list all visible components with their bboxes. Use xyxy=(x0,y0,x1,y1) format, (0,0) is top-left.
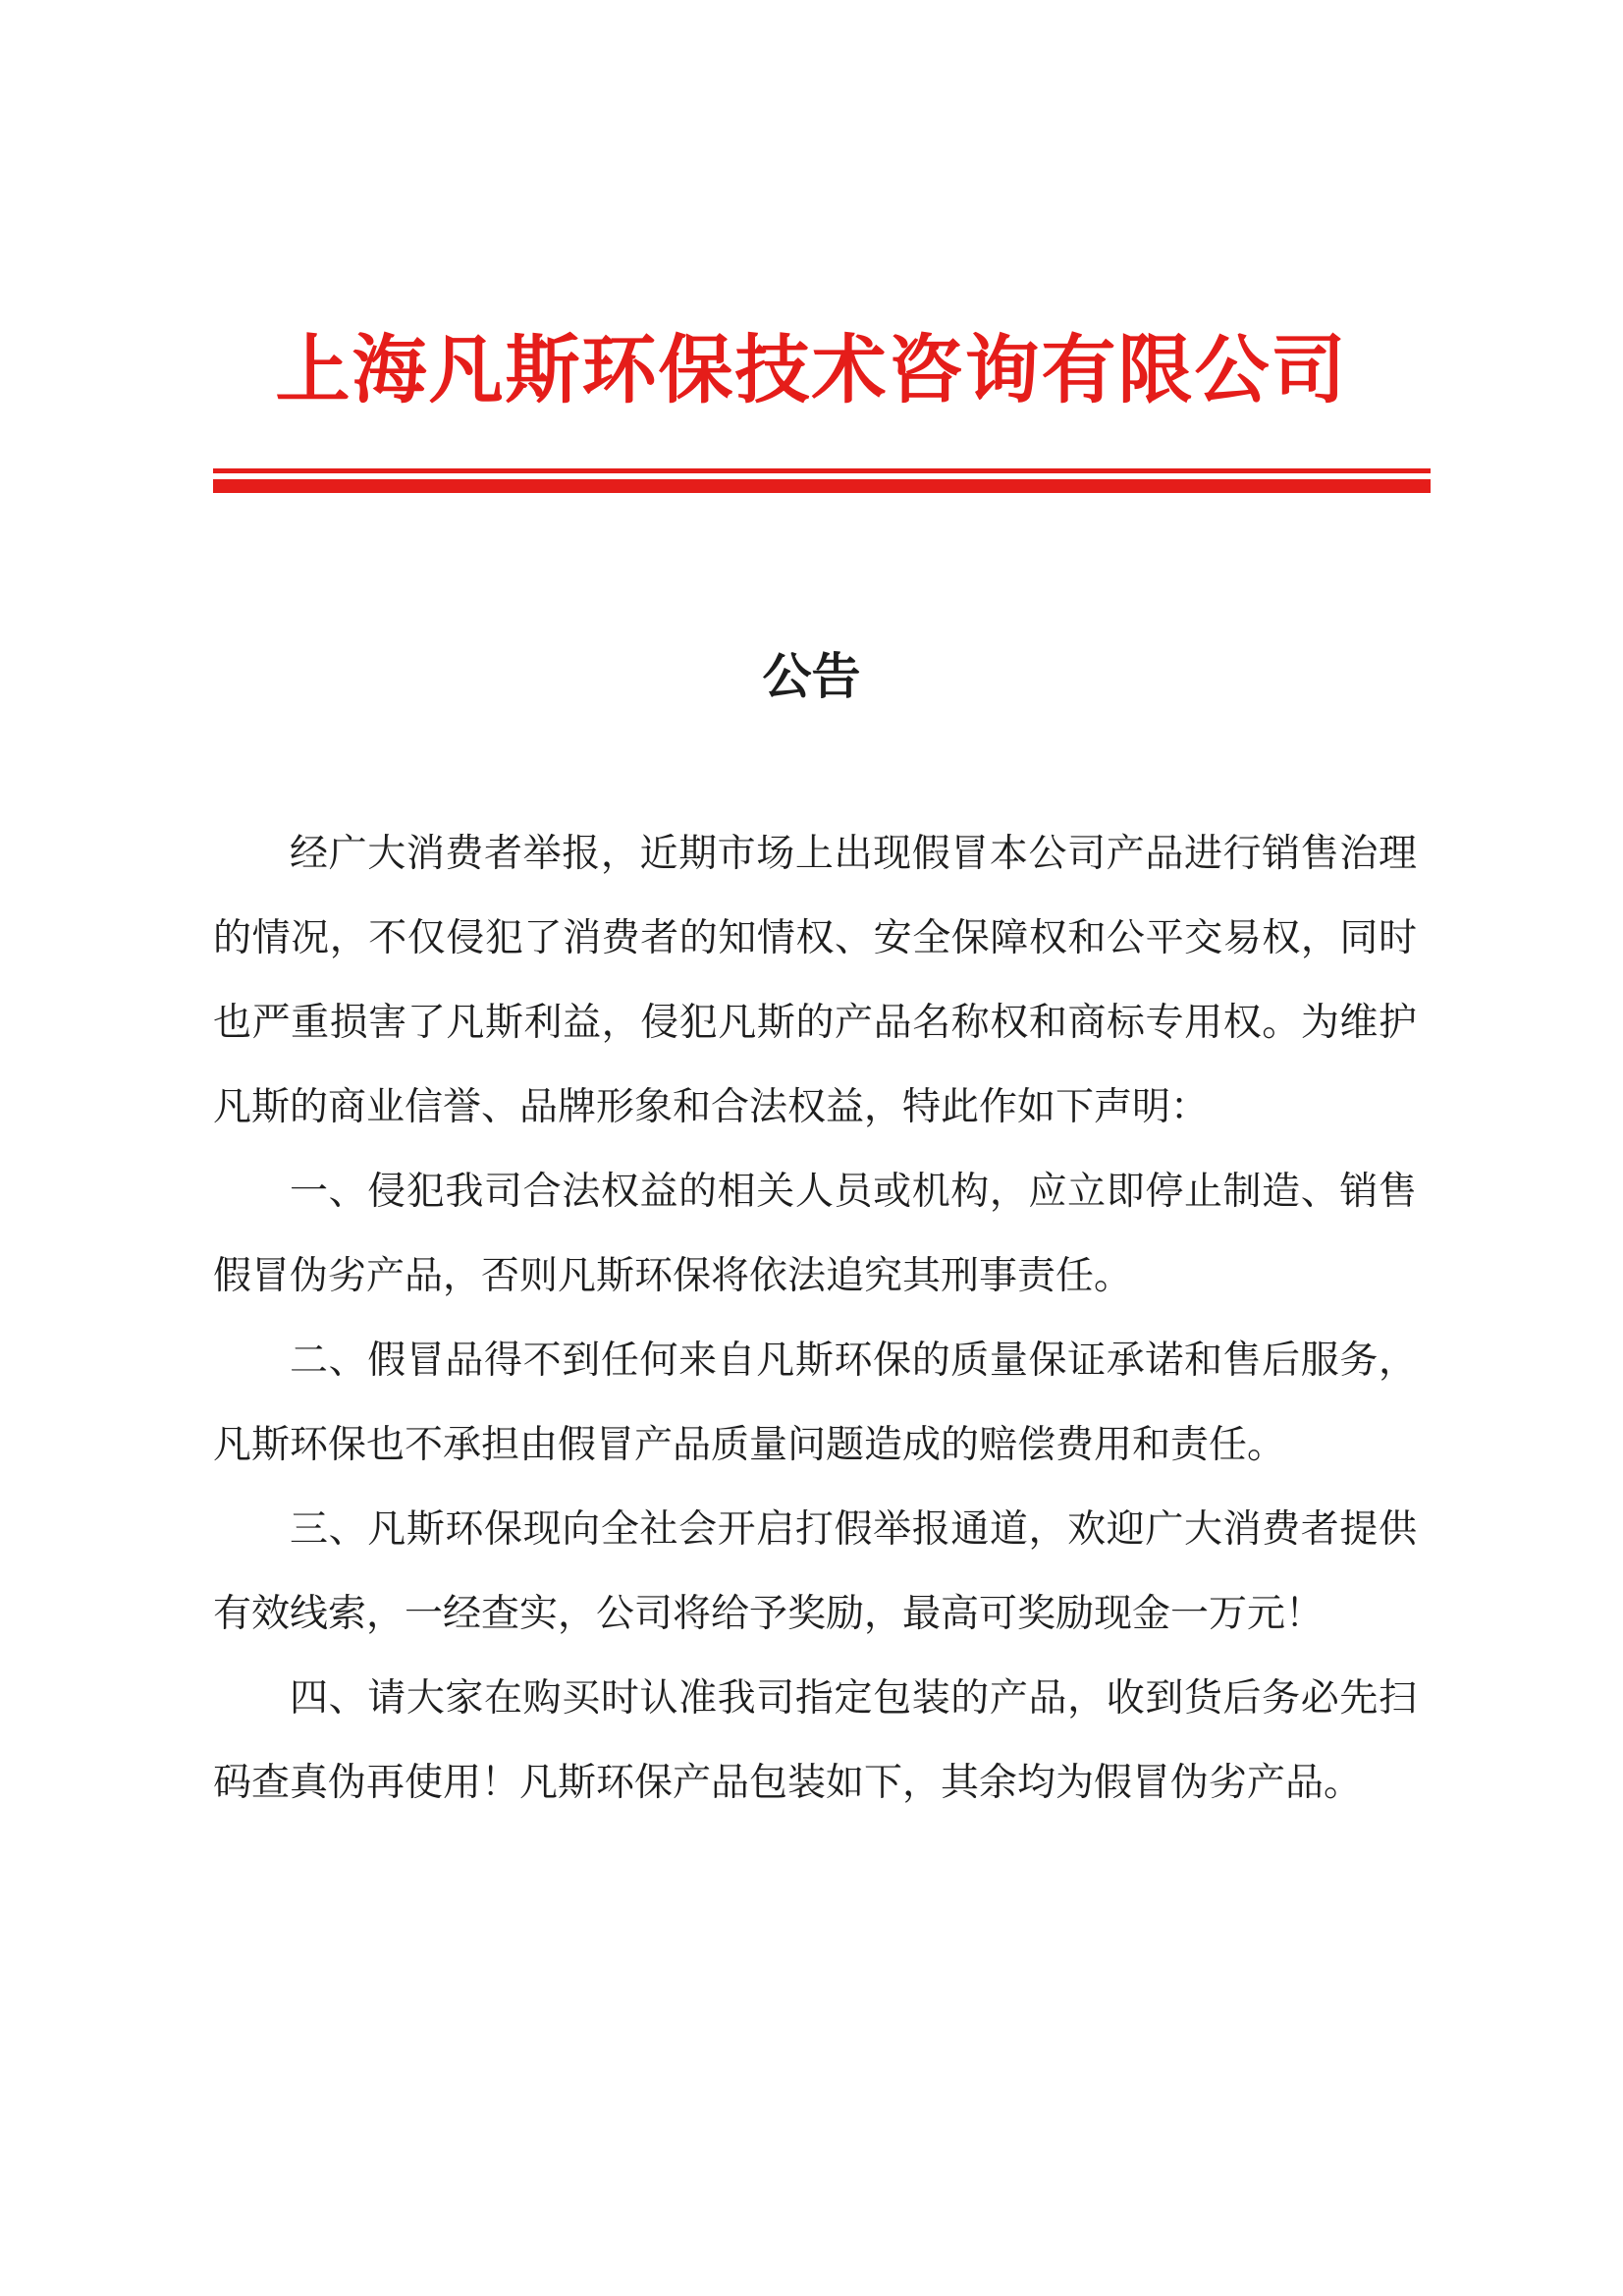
paragraph-item-1: 一、侵犯我司合法权益的相关人员或机构，应立即停止制造、销售假冒伪劣产品，否则凡斯环保将依法追究其刑事责任。 xyxy=(213,1171,1417,1297)
announcement-heading: 公告 xyxy=(762,649,861,704)
company-name-title: 上海凡斯环保技术咨询有限公司 xyxy=(275,330,1348,412)
header-divider-thin-line xyxy=(213,468,1431,473)
paragraph-intro: 经广大消费者举报，近期市场上出现假冒本公司产品进行销售治理的情况，不仅侵犯了消费者的知情权、安全保障权和公平交易权，同时也严重损害了凡斯利益，侵犯凡斯的产品名称权和商标专用权。为维护凡斯的商业信誉、品牌形象和合法权益，特此作如下声明： xyxy=(213,833,1417,1128)
header-divider-thick-line xyxy=(213,479,1431,493)
announcement-body xyxy=(213,812,1417,1826)
paragraph-item-4: 四、请大家在购买时认准我司指定包装的产品，收到货后务必先扫码查真伪再使用！凡斯环保产品包装如下，其余均为假冒伪劣产品。 xyxy=(213,1677,1417,1804)
paragraph-item-2: 二、假冒品得不到任何来自凡斯环保的质量保证承诺和售后服务，凡斯环保也不承担由假冒产品质量问题造成的赔偿费用和责任。 xyxy=(213,1339,1417,1466)
paragraph-item-3: 三、凡斯环保现向全社会开启打假举报通道，欢迎广大消费者提供有效线索，一经查实，公司将给予奖励，最高可奖励现金一万元！ xyxy=(213,1508,1417,1635)
